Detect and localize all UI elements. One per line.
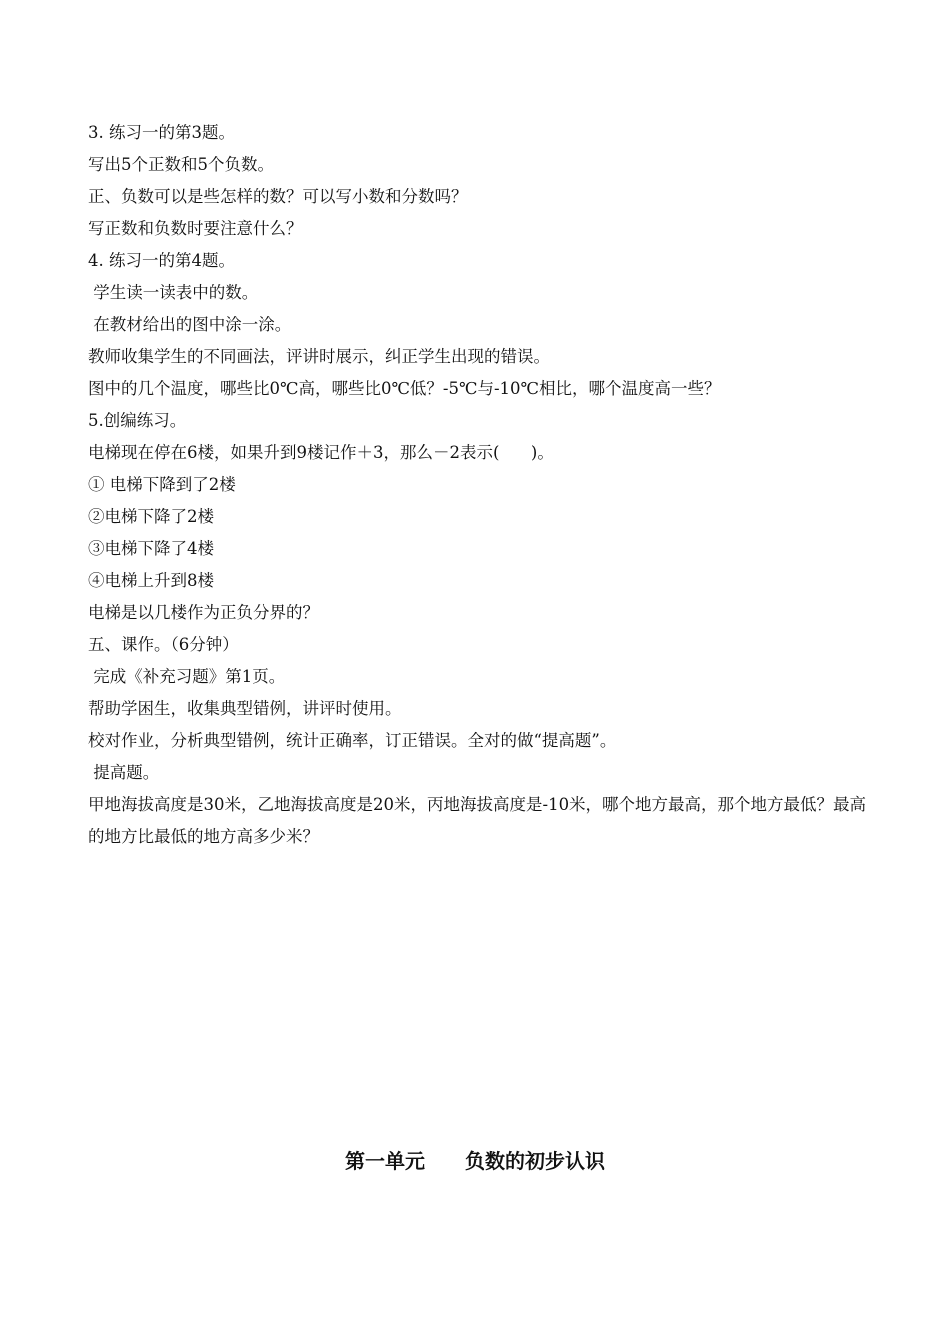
paragraph-line: 校对作业，分析典型错例，统计正确率，订正错误。全对的做“提高题”。	[88, 731, 617, 750]
paragraph-line: 在教材给出的图中涂一涂。	[88, 315, 292, 334]
paragraph-line: 帮助学困生，收集典型错例，讲评时使用。	[88, 699, 402, 718]
exercise-4-heading: 4. 练习一的第4题。	[88, 251, 235, 270]
paragraph-line: 电梯是以几楼作为正负分界的？	[88, 603, 319, 622]
option-2: ②电梯下降了2楼	[88, 507, 214, 526]
paragraph-line: 学生读一读表中的数。	[88, 283, 259, 302]
option-4: ④电梯上升到8楼	[88, 571, 214, 590]
advanced-heading: 提高题。	[88, 763, 160, 782]
paragraph-line: 教师收集学生的不同画法，评讲时展示，纠正学生出现的错误。	[88, 347, 550, 366]
paragraph-line: 写正数和负数时要注意什么？	[88, 219, 303, 238]
paragraph-line: 完成《补充习题》第1页。	[88, 667, 286, 686]
exercise-3-heading: 3. 练习一的第3题。	[88, 123, 235, 142]
advanced-question: 甲地海拔高度是30米，乙地海拔高度是20米，丙地海拔高度是-10米，哪个地方最高，那个地方最低？最高的地方比最低的地方高多少米？	[88, 795, 867, 846]
option-3: ③电梯下降了4楼	[88, 539, 214, 558]
paragraph-line: 写出5个正数和5个负数。	[88, 155, 274, 174]
unit-title: 第一单元 负数的初步认识	[345, 1149, 605, 1173]
option-1: ① 电梯下降到了2楼	[88, 475, 236, 494]
elevator-question: 电梯现在停在6楼，如果升到9楼记作＋3，那么－2表示( )。	[88, 443, 554, 462]
lesson-body	[88, 117, 870, 853]
paragraph-line: 图中的几个温度，哪些比0℃高，哪些比0℃低？-5℃与-10℃相比，哪个温度高一些？	[88, 379, 721, 398]
paragraph-line: 正、负数可以是些怎样的数？可以写小数和分数吗？	[88, 187, 468, 206]
exercise-5-heading: 5.创编练习。	[88, 411, 187, 430]
section-five-heading: 五、课作。（6分钟）	[88, 635, 239, 654]
